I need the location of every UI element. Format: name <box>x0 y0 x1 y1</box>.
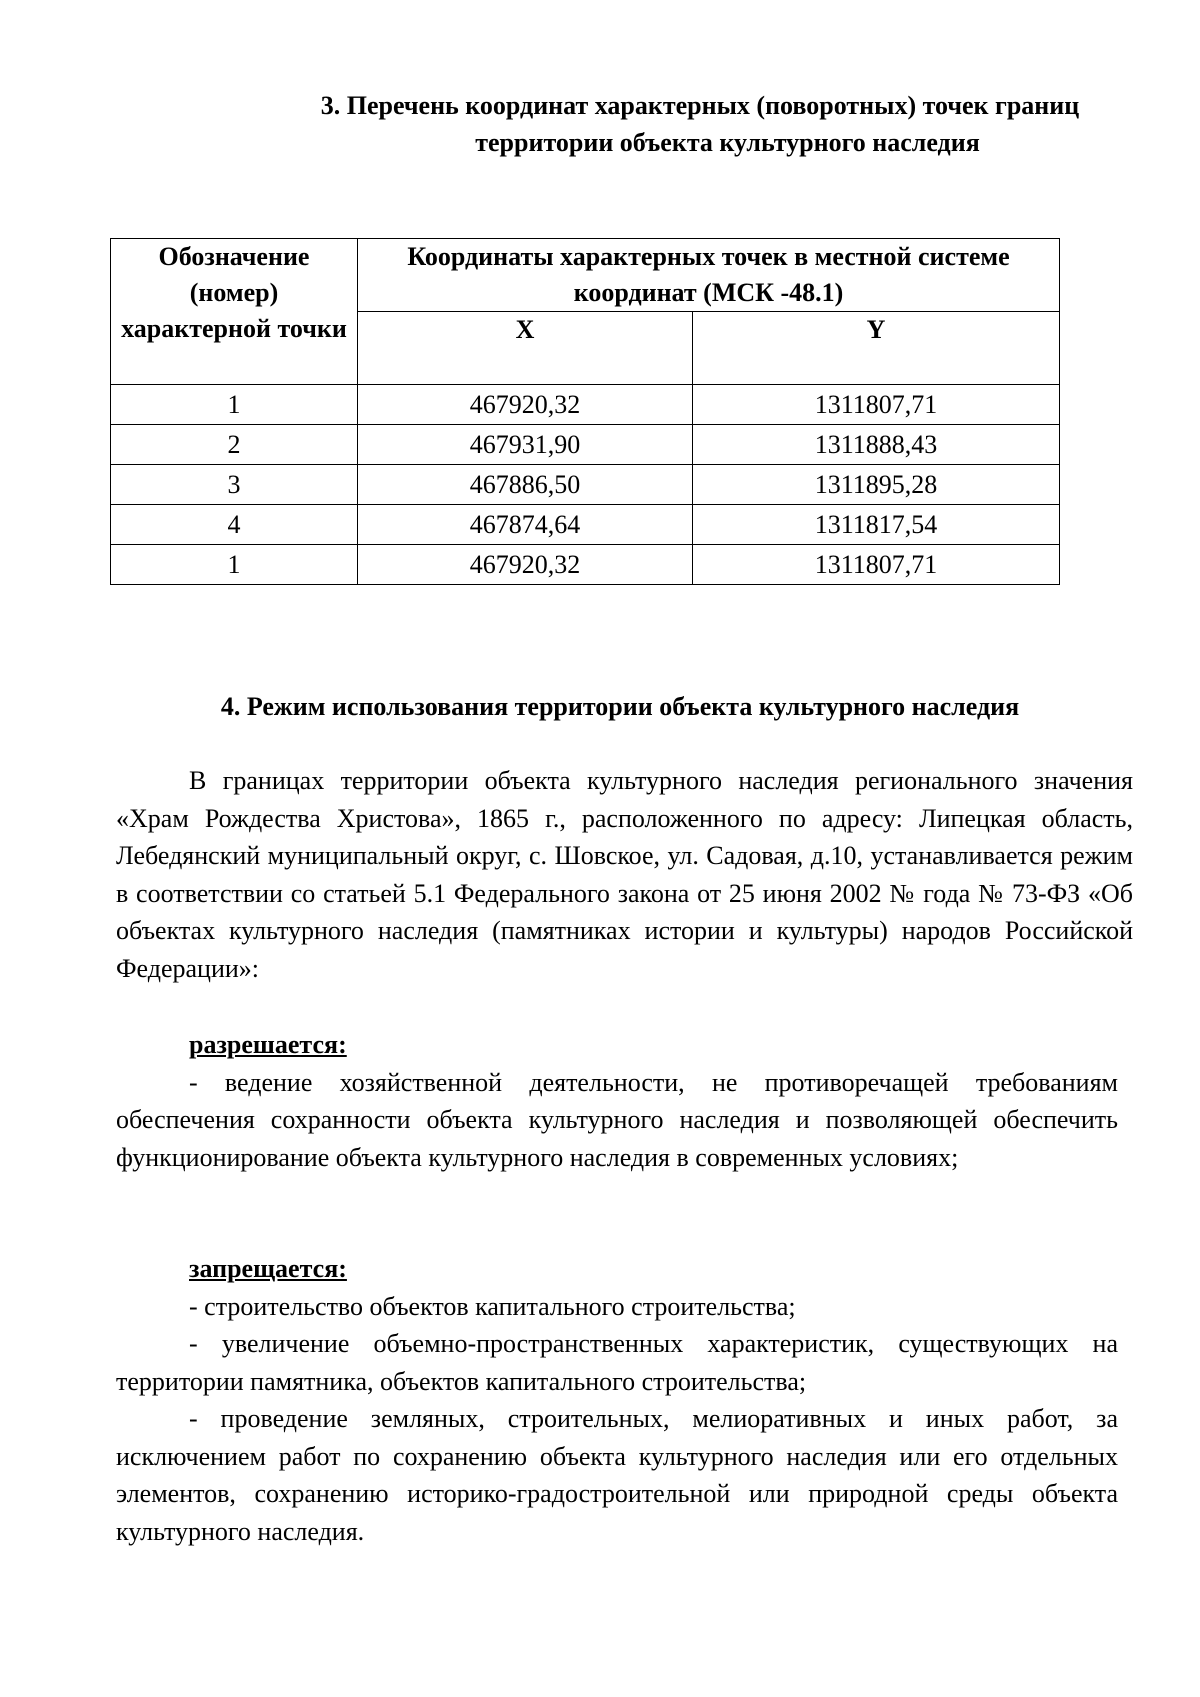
x-coordinate: 467920,32 <box>358 385 693 425</box>
forbidden-item: - проведение земляных, строительных, мелиоративных и иных работ, за исключением работ по сохранению объекта культурного наследия или его отдельных элементов, сохранению историко-градостроительной или природной среды объекта культурного наследия. <box>116 1404 1118 1546</box>
forbidden-item: - строительство объектов капитального строительства; <box>189 1291 796 1321</box>
table-row <box>111 425 1060 465</box>
table-row <box>111 505 1060 545</box>
section-3-heading-line-2: территории объекта культурного наследия <box>475 128 980 157</box>
forbidden-item: - увеличение объемно-пространственных характеристик, существующих на территории памятника, объектов капитального строительства; <box>116 1329 1118 1396</box>
table-row <box>111 545 1060 585</box>
point-number: 1 <box>111 545 358 585</box>
allowed-item: - ведение хозяйственной деятельности, не противоречащей требованиям обеспечения сохранности объекта культурного наследия и позволяющей обеспечить функционирование объекта культурного наследия в современных условиях; <box>116 1067 1118 1172</box>
table-row <box>111 465 1060 505</box>
allowed-section <box>116 1026 1118 1176</box>
section-3-heading <box>120 87 1145 161</box>
section-4-heading: 4. Режим использования территории объекта культурного наследия <box>220 692 1020 721</box>
y-coordinate: 1311895,28 <box>693 465 1060 505</box>
y-coordinate: 1311817,54 <box>693 505 1060 545</box>
header-coordinates: Координаты характерных точек в местной системе координат (МСК -48.1) <box>358 239 1060 312</box>
table-row <box>111 385 1060 425</box>
intro-paragraph-block <box>116 762 1133 987</box>
section-3-heading-line-1: 3. Перечень координат характерных (поворотных) точек границ <box>320 91 1080 120</box>
header-x: X <box>358 312 693 385</box>
x-coordinate: 467920,32 <box>358 545 693 585</box>
y-coordinate: 1311807,71 <box>693 545 1060 585</box>
point-number: 3 <box>111 465 358 505</box>
forbidden-title: запрещается: <box>189 1254 347 1283</box>
x-coordinate: 467931,90 <box>358 425 693 465</box>
point-number: 2 <box>111 425 358 465</box>
point-number: 1 <box>111 385 358 425</box>
header-point-designation: Обозначение (номер) характерной точки <box>111 239 358 385</box>
y-coordinate: 1311807,71 <box>693 385 1060 425</box>
x-coordinate: 467874,64 <box>358 505 693 545</box>
header-y: Y <box>693 312 1060 385</box>
point-number: 4 <box>111 505 358 545</box>
intro-paragraph: В границах территории объекта культурного наследия регионального значения «Храм Рождества Христова», 1865 г., расположенного по адресу: Липецкая область, Лебедянский муниципальный округ, с. Шовское, ул. Садовая, д.10, устанавливается режим в соответствии со статьей 5.1 Федерального закона от 25 июня 2002 № года № 73-ФЗ «Об объектах культурного наследия (памятниках истории и культуры) народов Российской Федерации»: <box>116 766 1133 983</box>
coordinates-table <box>110 238 1060 585</box>
allowed-title: разрешается: <box>189 1030 347 1059</box>
forbidden-section <box>116 1250 1118 1550</box>
x-coordinate: 467886,50 <box>358 465 693 505</box>
y-coordinate: 1311888,43 <box>693 425 1060 465</box>
